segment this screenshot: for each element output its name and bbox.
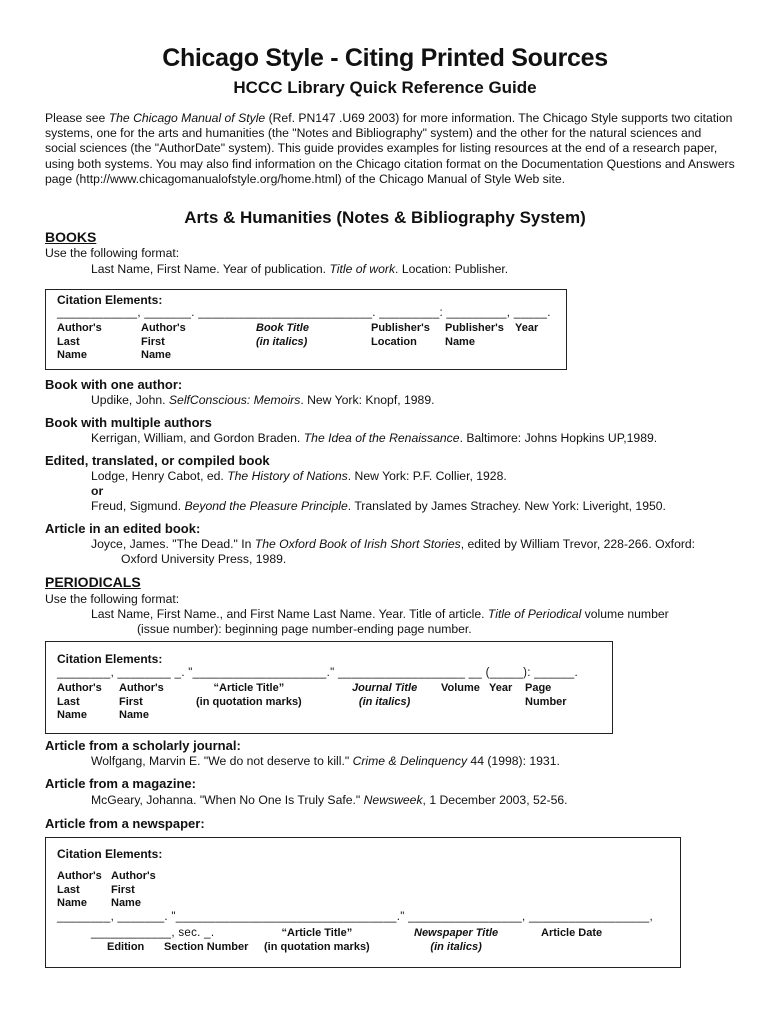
periodicals-box-authors-first: Author's First Name — [119, 682, 164, 721]
periodicals-box-year: Year — [489, 682, 513, 694]
edited-book-or: or — [91, 484, 104, 498]
scholarly-journal-example: Wolfgang, Marvin E. "We do not deserve to kill." Crime & Delinquency 44 (1998): 1931. — [91, 754, 560, 768]
intro-paragraph: Please see The Chicago Manual of Style (Ref. PN147 .U69 2003) for more information. The Chicago Style supports two citation systems, one for the arts and humanities (the "Notes and Bibliography" system) and the other for the natural sciences and social sciences (the "AuthorDate" system). This guide provides examples for listing resources at the end of a research paper, using both systems. You may also find information on the Chicago citation format on the Documentation Questions and Answers page (http://www.chicagomanualofstyle.org/home.html) of the Chicago Manual of Style Web site. — [45, 111, 735, 186]
page-title: Chicago Style - Citing Printed Sources — [162, 44, 608, 72]
newspaper-heading: Article from a newspaper: — [45, 816, 205, 831]
newspaper-box-blanks-2: ____________, sec. _. — [91, 927, 215, 939]
article-edited-book-example: Joyce, James. "The Dead." In The Oxford Book of Irish Short Stories, edited by William Trevor, 228-266. Oxford: — [91, 537, 696, 551]
books-box-pub-name: Publisher's Name — [445, 322, 504, 348]
periodicals-box-article-title: “Article Title” (in quotation marks) — [196, 682, 302, 708]
book-multiple-authors-heading: Book with multiple authors — [45, 415, 212, 430]
books-box-year: Year — [515, 322, 539, 334]
periodicals-box-journal-title: Journal Title (in italics) — [352, 682, 418, 708]
magazine-example: McGeary, Johanna. "When No One Is Truly Safe." Newsweek, 1 December 2003, 52-56. — [91, 793, 568, 807]
books-use-format: Use the following format: — [45, 246, 180, 260]
periodicals-heading: PERIODICALS — [45, 574, 141, 590]
books-box-authors-first: Author's First Name — [141, 322, 186, 361]
newspaper-box-authors-last: Author's Last Name — [57, 870, 102, 909]
scholarly-journal-heading: Article from a scholarly journal: — [45, 738, 241, 753]
periodicals-format: Last Name, First Name., and First Name Last Name. Year. Title of article. Title of Periodical volume number — [91, 607, 669, 621]
article-edited-book-example-cont: Oxford University Press, 1989. — [121, 552, 287, 566]
book-multiple-authors-example: Kerrigan, William, and Gordon Braden. The Idea of the Renaissance. Baltimore: Johns Hopkins UP,1989. — [91, 431, 658, 445]
newspaper-box-blanks-1: ________, _______. "_________________________________." _________________, __________________, — [57, 911, 653, 923]
periodicals-use-format: Use the following format: — [45, 592, 180, 606]
arts-humanities-heading: Arts & Humanities (Notes & Bibliography System) — [184, 208, 586, 227]
book-one-author-example: Updike, John. SelfConscious: Memoirs. New York: Knopf, 1989. — [91, 393, 435, 407]
books-box-book-title: Book Title (in italics) — [256, 322, 309, 348]
periodicals-box-page: Page Number — [525, 682, 567, 708]
periodicals-box-volume: Volume — [441, 682, 480, 694]
books-box-pub-location: Publisher's Location — [371, 322, 430, 348]
books-heading: BOOKS — [45, 229, 97, 245]
newspaper-box-article-date: Article Date — [541, 927, 603, 939]
newspaper-box-article-title: “Article Title” (in quotation marks) — [264, 927, 370, 953]
periodicals-box-blanks: ________, ________ _. "____________________." ___________________ __ (_____): ______. — [57, 667, 578, 679]
books-box-authors-last: Author's Last Name — [57, 322, 102, 361]
edited-book-heading: Edited, translated, or compiled book — [45, 453, 270, 468]
newspaper-box-newspaper-title: Newspaper Title (in italics) — [414, 927, 499, 953]
magazine-heading: Article from a magazine: — [45, 776, 196, 791]
newspaper-box-section: Section Number — [164, 941, 249, 953]
edited-book-example-1: Lodge, Henry Cabot, ed. The History of Nations. New York: P.F. Collier, 1928. — [91, 469, 507, 483]
newspaper-box-label: Citation Elements: — [57, 847, 163, 861]
periodicals-format-cont: (issue number): beginning page number-ending page number. — [137, 622, 472, 636]
books-format: Last Name, First Name. Year of publication. Title of work. Location: Publisher. — [91, 262, 509, 276]
article-edited-book-heading: Article in an edited book: — [45, 521, 201, 536]
periodicals-box-authors-last: Author's Last Name — [57, 682, 102, 721]
edited-book-example-2: Freud, Sigmund. Beyond the Pleasure Principle. Translated by James Strachey. New York: Liveright, 1950. — [91, 499, 666, 513]
newspaper-box-edition: Edition — [107, 941, 145, 953]
newspaper-box-authors-first: Author's First Name — [111, 870, 156, 909]
periodicals-box-label: Citation Elements: — [57, 652, 163, 666]
book-one-author-heading: Book with one author: — [45, 377, 183, 392]
books-box-label: Citation Elements: — [57, 293, 163, 307]
page-subtitle: HCCC Library Quick Reference Guide — [233, 78, 537, 97]
books-box-blanks: ____________, _______. __________________________. _________: _________, _____. — [57, 307, 551, 319]
